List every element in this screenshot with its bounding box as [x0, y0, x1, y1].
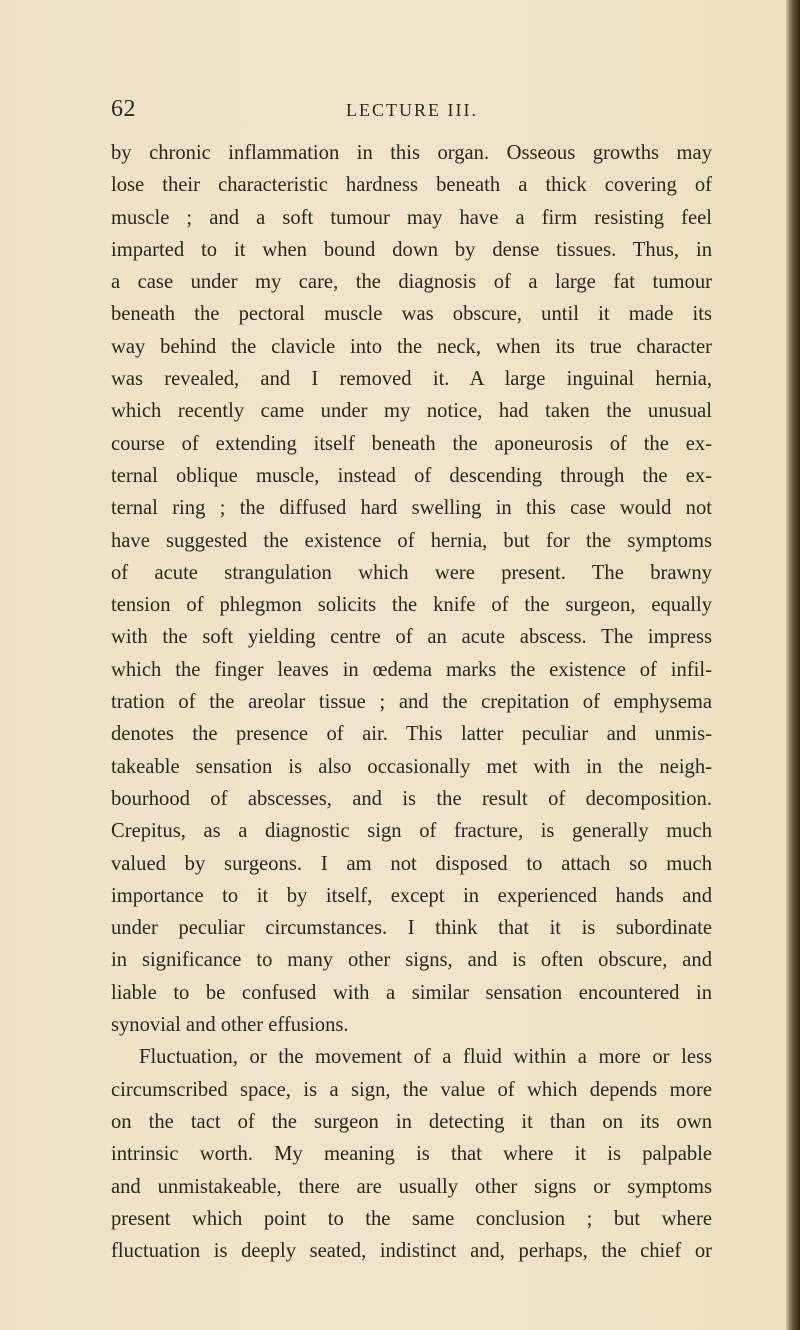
running-head: LECTURE III. — [346, 100, 478, 120]
text-line: Crepitus, as a diagnostic sign of fracture, is generally much — [111, 820, 712, 843]
text-line: which recently came under my notice, had taken the unusual — [111, 400, 712, 423]
text-line: in significance to many other signs, and is often obscure, and — [111, 949, 712, 972]
text-line: denotes the presence of air. This latter peculiar and unmis- — [111, 723, 712, 746]
text-line: on the tact of the surgeon in detecting it than on its own — [111, 1110, 712, 1133]
text-line: muscle ; and a soft tumour may have a firm resisting feel — [111, 206, 712, 229]
text-line: lose their characteristic hardness beneath a thick covering of — [111, 174, 712, 197]
text-line: have suggested the existence of hernia, but for the symptoms — [111, 529, 712, 552]
text-line: which the finger leaves in œdema marks the existence of infil- — [111, 658, 712, 681]
text-line: a case under my care, the diagnosis of a large fat tumour — [111, 271, 712, 294]
text-line: course of extending itself beneath the aponeurosis of the ex- — [111, 432, 712, 455]
text-line: imparted to it when bound down by dense tissues. Thus, in — [111, 238, 712, 261]
text-line: tension of phlegmon solicits the knife of the surgeon, equally — [111, 594, 712, 617]
text-line: ternal ring ; the diffused hard swelling in this case would not — [111, 497, 712, 520]
text-line: beneath the pectoral muscle was obscure, until it made its — [111, 303, 712, 326]
text-line: by chronic inflammation in this organ. Osseous growths may — [111, 142, 712, 164]
text-line: tration of the areolar tissue ; and the crepitation of emphysema — [111, 691, 712, 714]
body-text — [111, 137, 712, 1267]
page-number: 62 — [111, 96, 136, 122]
text-line: of acute strangulation which were present. The brawny — [111, 561, 712, 584]
text-line: was revealed, and I removed it. A large inguinal hernia, — [111, 368, 712, 391]
text-line: Fluctuation, or the movement of a fluid within a more or less — [139, 1046, 712, 1069]
text-line: and unmistakeable, there are usually other signs or symptoms — [111, 1175, 712, 1198]
text-line: present which point to the same conclusion ; but where — [111, 1207, 712, 1230]
text-line: valued by surgeons. I am not disposed to attach so much — [111, 852, 712, 875]
text-line: synovial and other effusions. — [111, 1014, 349, 1037]
text-line: with the soft yielding centre of an acute abscess. The impress — [111, 626, 712, 649]
text-line: fluctuation is deeply seated, indistinct and, perhaps, the chief or — [111, 1240, 712, 1263]
text-line: intrinsic worth. My meaning is that where it is palpable — [111, 1143, 712, 1166]
text-line: circumscribed space, is a sign, the value of which depends more — [111, 1078, 712, 1101]
text-line: bourhood of abscesses, and is the result of decomposition. — [111, 787, 712, 810]
text-line: under peculiar circumstances. I think that it is subordinate — [111, 917, 712, 940]
page-edge-shadow — [786, 0, 800, 1330]
text-line: ternal oblique muscle, instead of descending through the ex- — [111, 464, 712, 487]
text-line: way behind the clavicle into the neck, when its true character — [111, 335, 712, 358]
text-line: importance to it by itself, except in experienced hands and — [111, 884, 712, 907]
text-line: takeable sensation is also occasionally met with in the neigh- — [111, 755, 712, 778]
text-line: liable to be confused with a similar sensation encountered in — [111, 981, 712, 1004]
